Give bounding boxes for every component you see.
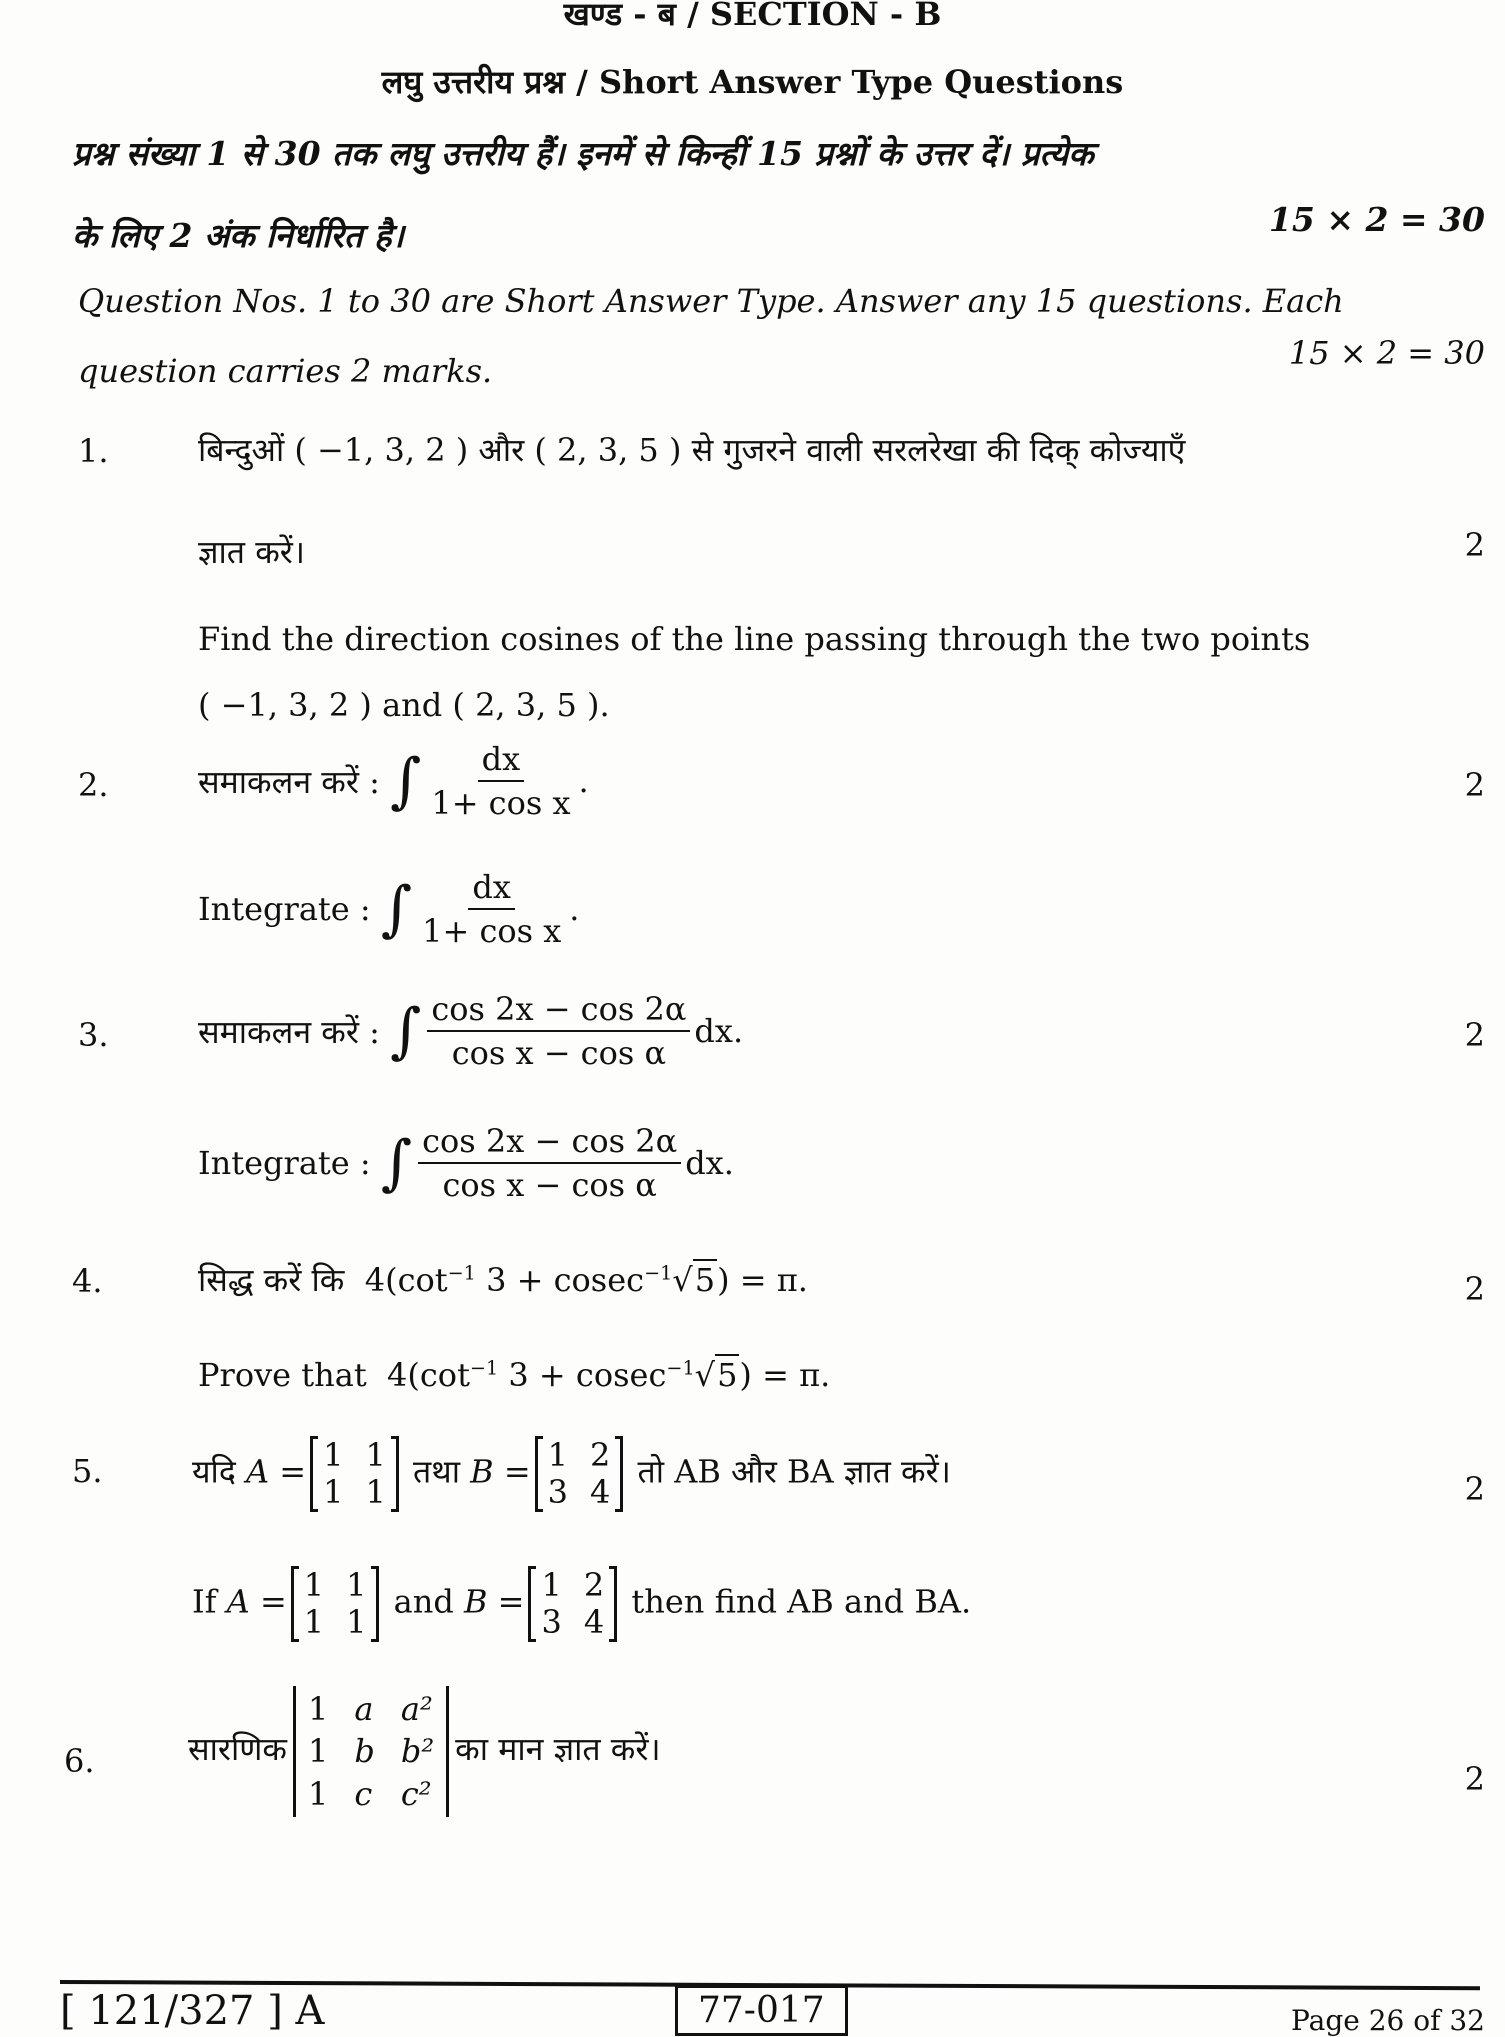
- instructions-english-line2: question carries 2 marks.: [78, 352, 493, 390]
- question-1-english-line1: Find the direction cosines of the line passing through the two points: [198, 620, 1311, 658]
- instructions-hindi-line2: के लिए 2 अंक निर्धारित है।: [72, 216, 405, 255]
- question-6-marks: 2: [1464, 1760, 1485, 1798]
- matrix-a: 1 1 1 1: [291, 1566, 380, 1642]
- fraction: $\frac{dx}{\text{1+ cos x}}$: [422, 868, 562, 950]
- matrix-b: 1 2 3 4: [535, 1436, 624, 1512]
- question-3-english: Integrate : ∫ $\frac{\cos 2x - \cos 2\alpha}{\text{cos x − cos α}}$ dx.: [198, 1122, 734, 1204]
- question-1-english-line2: ( −1, 3, 2 ) and ( 2, 3, 5 ).: [198, 686, 610, 724]
- question-4-english: Prove that $4(\cot^{-1}$ 3 + cosec$^{-1}$√5) = π.: [198, 1356, 831, 1394]
- integral-icon: ∫: [390, 996, 422, 1066]
- question-2-number: 2.: [78, 766, 109, 804]
- fraction: $\frac{\cos 2x - \cos 2\alpha}{\text{cos x − cos α}}$: [418, 1122, 681, 1204]
- fraction: $\frac{\cos 2x - \cos 2\alpha}{\text{cos x − cos α}}$: [427, 990, 690, 1072]
- question-2-hindi: समाकलन करें : ∫ $\frac{dx}{\text{1+ cos x}}$ .: [198, 740, 589, 822]
- question-5-english: If A = 1 1 1 1 and B = 1 2 3 4 then find AB and BA.: [192, 1566, 972, 1642]
- footer-page-number: Page 26 of 32: [1291, 2004, 1485, 2037]
- instructions-hindi-marks: 15 × 2 = 30: [1268, 200, 1485, 239]
- question-5-marks: 2: [1464, 1470, 1485, 1508]
- question-6-hindi: सारणिक 1 a a² 1 b b² 1 c c² का मान ज्ञात करें।: [188, 1686, 661, 1817]
- question-4-marks: 2: [1464, 1270, 1485, 1308]
- question-2-marks: 2: [1464, 766, 1485, 804]
- question-4-number: 4.: [72, 1262, 103, 1300]
- fraction: $\frac{dx}{\text{1+ cos x}}$: [431, 740, 571, 822]
- question-6-number: 6.: [64, 1742, 95, 1780]
- matrix-a: 1 1 1 1: [310, 1436, 399, 1512]
- question-1-marks: 2: [1464, 526, 1485, 564]
- integral-icon: ∫: [390, 746, 422, 816]
- integral-icon: ∫: [380, 874, 413, 944]
- question-1-number: 1.: [78, 432, 109, 470]
- determinant: 1 a a² 1 b b² 1 c c²: [293, 1686, 449, 1817]
- question-5-hindi: यदि A = 1 1 1 1 तथा B = 1 2 3 4 तो AB और BA ज्ञात करें।: [192, 1436, 951, 1512]
- footer-box-code: 77-017: [675, 1985, 848, 2036]
- question-1-hindi-line2: ज्ञात करें।: [198, 533, 306, 571]
- section-subtitle: लघु उत्तरीय प्रश्न / Short Answer Type Questions: [381, 63, 1124, 101]
- section-title: खण्ड - ब / SECTION - B: [563, 0, 942, 33]
- footer-paper-code: [ 121/327 ] A: [60, 1988, 325, 2034]
- question-3-marks: 2: [1464, 1016, 1485, 1054]
- question-3-hindi: समाकलन करें : ∫ $\frac{\cos 2x - \cos 2\alpha}{\text{cos x − cos α}}$ dx.: [198, 990, 744, 1072]
- instructions-english-marks: 15 × 2 = 30: [1288, 334, 1485, 372]
- question-2-english: Integrate : ∫ $\frac{dx}{\text{1+ cos x}}$ .: [198, 868, 580, 950]
- matrix-b: 1 2 3 4: [528, 1566, 617, 1642]
- question-3-number: 3.: [78, 1016, 109, 1054]
- question-1-hindi-line1: बिन्दुओं ( −1, 3, 2 ) और ( 2, 3, 5 ) से गुजरने वाली सरलरेखा की दिक् कोज्याएँ: [198, 431, 1186, 469]
- integral-icon: ∫: [380, 1128, 413, 1198]
- instructions-hindi-line1: प्रश्न संख्या 1 से 30 तक लघु उत्तरीय हैं। इनमें से किन्हीं 15 प्रश्नों के उत्तर दें। प्रत्येक: [72, 134, 1094, 173]
- instructions-english-line1: Question Nos. 1 to 30 are Short Answer Type. Answer any 15 questions. Each: [78, 282, 1344, 320]
- question-5-number: 5.: [72, 1452, 103, 1490]
- question-4-hindi: सिद्ध करें कि $4(\cot^{-1}$ 3 + cosec$^{-1}$√5) = π.: [198, 1261, 808, 1299]
